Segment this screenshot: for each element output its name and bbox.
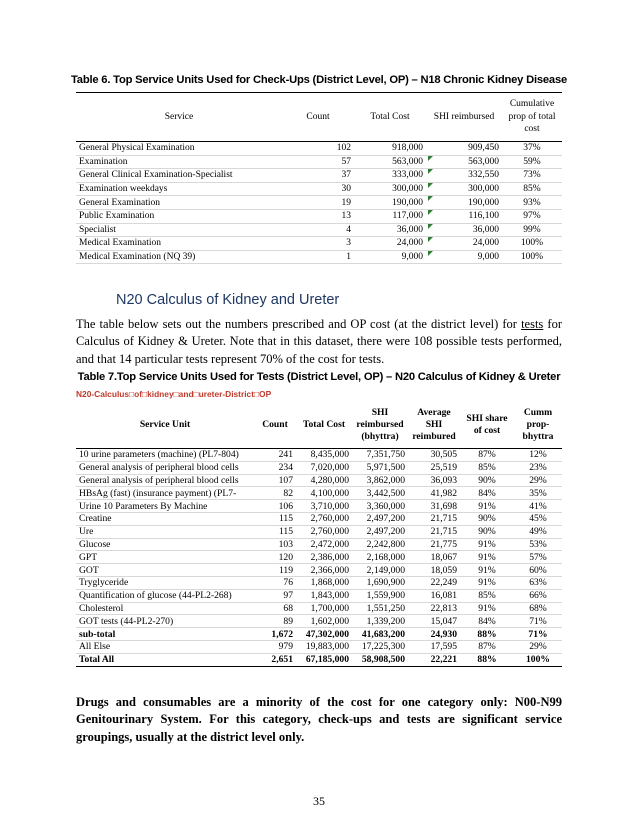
table7-header-average: Average SHI reimbured [408,402,460,449]
table7-cell: 35% [514,487,562,500]
table6-row [76,250,562,264]
table7-cell: 85% [460,589,514,602]
table7-cell: 88% [460,628,514,641]
table7-row [76,653,562,666]
table6-cell: 36,000 [354,223,426,237]
table7-cell: 106 [254,500,296,513]
table7-cell: 71% [514,628,562,641]
table7-cell: 1,672 [254,628,296,641]
table6-caption: Table 6. Top Service Units Used for Check-Ups (District Level, OP) – N18 Chronic Kidney Disease [71,74,567,86]
table7-cell: 2,760,000 [296,512,352,525]
table7-cell: 1,843,000 [296,589,352,602]
table7-cell: 115 [254,525,296,538]
table6-cell: 563,000 [426,155,502,169]
table7-cell: 49% [514,525,562,538]
table7-header-service-unit: Service Unit [76,402,254,449]
table7-cell: 15,047 [408,615,460,628]
table7-header-cumm: Cumm prop-bhyttra [514,402,562,449]
table7-cell: 18,059 [408,564,460,577]
table6-cell: General Examination [76,196,282,210]
table7-cell: 2,497,200 [352,512,408,525]
table7-cell: Quantification of glucose (44-PL2-268) [76,589,254,602]
table6-cell: 85% [502,182,562,196]
table7-row [76,487,562,500]
table7-cell: 41,683,200 [352,628,408,641]
table6-cell: 190,000 [354,196,426,210]
table6-cell: 59% [502,155,562,169]
table6-cell: 190,000 [426,196,502,210]
table7-row [76,461,562,474]
table7-row [76,564,562,577]
table7-cell: 4,280,000 [296,474,352,487]
table7-cell: 1,559,900 [352,589,408,602]
table6-cell: 909,450 [426,142,502,156]
table6-cell: 24,000 [354,237,426,251]
table7-header-total-cost: Total Cost [296,402,352,449]
table6-cell: 93% [502,196,562,210]
table7-cell: 36,093 [408,474,460,487]
section-paragraph [76,316,562,368]
table6-cell: 100% [502,237,562,251]
table7-row [76,538,562,551]
table6-header-row [76,93,562,142]
table6-cell: 30 [282,182,354,196]
table7-header-row [76,402,562,449]
table7-cell: 91% [460,551,514,564]
table6-cell: 4 [282,223,354,237]
table7-cell: General analysis of peripheral blood cells [76,461,254,474]
closing-paragraph: Drugs and consumables are a minority of the cost for one category only: N00-N99 Genitourinary System. For this category, check-ups and tests are significant service groupings, usually at the district level only. [76,695,562,744]
table6-header-service: Service [76,93,282,142]
table7-cell: 60% [514,564,562,577]
table6-cell: 100% [502,250,562,264]
table6-row [76,223,562,237]
table7-cell: 22,249 [408,576,460,589]
table7-row [76,449,562,462]
table7-row [76,640,562,653]
table7-cell: 1,602,000 [296,615,352,628]
table6-cell: 116,100 [426,209,502,223]
table6 [76,92,562,264]
table7-cell: Ure [76,525,254,538]
table6-cell: 918,000 [354,142,426,156]
table7-cell: 91% [460,538,514,551]
table7-cell: 63% [514,576,562,589]
table7-cell: Total All [76,653,254,666]
table7-cell: 67,185,000 [296,653,352,666]
table7-cell: 10 urine parameters (machine) (PL7-804) [76,449,254,462]
table7-cell: 58,908,500 [352,653,408,666]
table6-row [76,237,562,251]
table6-header-shi: SHI reimbursed [426,93,502,142]
table7-cell: 71% [514,615,562,628]
table6-cell: 37% [502,142,562,156]
table7-cell: 25,519 [408,461,460,474]
table6-cell: 9,000 [354,250,426,264]
table7-cell: sub-total [76,628,254,641]
table7-label: N20-Calculus□of□kidney□and□ureter-District□OP [76,389,272,399]
tests-link[interactable]: tests [521,317,544,331]
table7-cell: 47,302,000 [296,628,352,641]
table7-cell: 234 [254,461,296,474]
table6-cell: 117,000 [354,209,426,223]
table6-cell: General Physical Examination [76,142,282,156]
table7-cell: 103 [254,538,296,551]
table6-row [76,182,562,196]
table7-row [76,628,562,641]
table7-cell: 91% [460,564,514,577]
table7-cell: 1,339,200 [352,615,408,628]
table6-cell: 57 [282,155,354,169]
table6-cell: General Clinical Examination-Specialist [76,169,282,183]
table7-cell: 19,883,000 [296,640,352,653]
table6-cell: 19 [282,196,354,210]
table7-cell: 90% [460,525,514,538]
table6-cell: 3 [282,237,354,251]
table6-row [76,142,562,156]
table7-cell: 91% [460,602,514,615]
table7-cell: 119 [254,564,296,577]
table7-cell: 21,715 [408,525,460,538]
paragraph-text-a: The table below sets out the numbers prescribed and OP cost (at the district level) for [76,317,522,331]
table6-cell: Medical Examination [76,237,282,251]
table6-cell: 300,000 [426,182,502,196]
table7-cell: 2,149,000 [352,564,408,577]
table7-cell: 31,698 [408,500,460,513]
table7-cell: 91% [460,500,514,513]
table7-cell: 241 [254,449,296,462]
table7-body [76,449,562,667]
table7-cell: All Else [76,640,254,653]
table7-cell: 87% [460,449,514,462]
table6-cell: 102 [282,142,354,156]
table7-row [76,576,562,589]
table7-caption: Table 7.Top Service Units Used for Tests (District Level, OP) – N20 Calculus of Kidney & Ureter [77,371,561,383]
table7-cell: 90% [460,512,514,525]
table6-cell: 13 [282,209,354,223]
table7-cell: 17,595 [408,640,460,653]
table7-cell: 53% [514,538,562,551]
table7-row [76,615,562,628]
table7-cell: 2,386,000 [296,551,352,564]
table7-cell: 84% [460,615,514,628]
table7-cell: 2,760,000 [296,525,352,538]
table7-cell: 30,505 [408,449,460,462]
table7-cell: 84% [460,487,514,500]
table7-cell: 12% [514,449,562,462]
table7-row [76,525,562,538]
table6-row [76,169,562,183]
paragraph-text-b: for Calculus of Kidney & Ureter. Note that in this dataset, there were 108 possible tests performed, and that 14 particular tests represent 70% of the cost for tests. [76,317,562,366]
table6-body [76,142,562,264]
table7-cell: 76 [254,576,296,589]
table6-cell: 332,550 [426,169,502,183]
table7-cell: 22,813 [408,602,460,615]
table7-cell: 2,651 [254,653,296,666]
table7-cell: 8,435,000 [296,449,352,462]
table7-cell: 68 [254,602,296,615]
table7-cell: 21,715 [408,512,460,525]
table7-cell: 3,710,000 [296,500,352,513]
table6-cell: Examination [76,155,282,169]
table7-cell: 22,221 [408,653,460,666]
table6-cell: 73% [502,169,562,183]
table7-cell: 1,690,900 [352,576,408,589]
table6-cell: 9,000 [426,250,502,264]
table7-cell: 1,868,000 [296,576,352,589]
table7-cell: 90% [460,474,514,487]
table7-cell: HBsAg (fast) (insurance payment) (PL7- [76,487,254,500]
table7-cell: 23% [514,461,562,474]
table7-cell: 97 [254,589,296,602]
table7-cell: 82 [254,487,296,500]
table7-cell: 2,168,000 [352,551,408,564]
table6-cell: Medical Examination (NQ 39) [76,250,282,264]
table7-cell: 89 [254,615,296,628]
table7-cell: 29% [514,474,562,487]
table7-cell: 91% [460,576,514,589]
table7-cell: 2,497,200 [352,525,408,538]
table7-cell: 41,982 [408,487,460,500]
table7-row [76,551,562,564]
table7-cell: Cholesterol [76,602,254,615]
table6-row [76,209,562,223]
table7-cell: 100% [514,653,562,666]
table7-cell: GOT [76,564,254,577]
table7-cell: Tryglyceride [76,576,254,589]
table6-cell: 333,000 [354,169,426,183]
table7-cell: Urine 10 Parameters By Machine [76,500,254,513]
table7-cell: 3,862,000 [352,474,408,487]
table7-cell: 1,700,000 [296,602,352,615]
table7-cell: GPT [76,551,254,564]
table7-cell: GOT tests (44-PL2-270) [76,615,254,628]
table7-header-shi: SHI reimbursed (bhyttra) [352,402,408,449]
table7-cell: 29% [514,640,562,653]
table7 [76,402,562,667]
table7-row [76,474,562,487]
table7-cell: 88% [460,653,514,666]
table7-cell: 2,472,000 [296,538,352,551]
table7-cell: 115 [254,512,296,525]
table7-cell: 5,971,500 [352,461,408,474]
table6-header-total-cost: Total Cost [354,93,426,142]
table7-row [76,602,562,615]
table7-cell: 17,225,300 [352,640,408,653]
table7-row [76,589,562,602]
table7-cell: 24,930 [408,628,460,641]
table7-cell: 87% [460,640,514,653]
table7-cell: 1,551,250 [352,602,408,615]
table7-header-share: SHI share of cost [460,402,514,449]
table6-header-count: Count [282,93,354,142]
page-number: 35 [313,794,325,808]
table7-cell: Glucose [76,538,254,551]
section-heading: N20 Calculus of Kidney and Ureter [116,292,340,308]
table7-row [76,500,562,513]
table6-cell: Public Examination [76,209,282,223]
table6-cell: 300,000 [354,182,426,196]
table7-cell: 18,067 [408,551,460,564]
table7-cell: 68% [514,602,562,615]
table6-cell: Specialist [76,223,282,237]
table6-cell: 97% [502,209,562,223]
table7-cell: 16,081 [408,589,460,602]
table7-cell: 2,242,800 [352,538,408,551]
table6-row [76,155,562,169]
table7-cell: 3,360,000 [352,500,408,513]
table7-cell: 7,351,750 [352,449,408,462]
table6-cell: 1 [282,250,354,264]
table6-cell: 36,000 [426,223,502,237]
table7-cell: 21,775 [408,538,460,551]
table7-cell: 979 [254,640,296,653]
table7-cell: 85% [460,461,514,474]
table6-cell: 99% [502,223,562,237]
table6-row [76,196,562,210]
table7-header-count: Count [254,402,296,449]
table6-cell: Examination weekdays [76,182,282,196]
table7-row [76,512,562,525]
table7-cell: 45% [514,512,562,525]
table7-cell: Creatine [76,512,254,525]
table7-cell: 2,366,000 [296,564,352,577]
table6-cell: 24,000 [426,237,502,251]
table6-cell: 37 [282,169,354,183]
table7-cell: 41% [514,500,562,513]
table6-cell: 563,000 [354,155,426,169]
table7-cell: 57% [514,551,562,564]
table7-cell: 66% [514,589,562,602]
table7-cell: 7,020,000 [296,461,352,474]
table7-cell: 3,442,500 [352,487,408,500]
table7-cell: 4,100,000 [296,487,352,500]
table7-cell: 120 [254,551,296,564]
table7-cell: 107 [254,474,296,487]
table7-cell: General analysis of peripheral blood cells [76,474,254,487]
table6-header-cumulative: Cumulative prop of total cost [502,93,562,142]
